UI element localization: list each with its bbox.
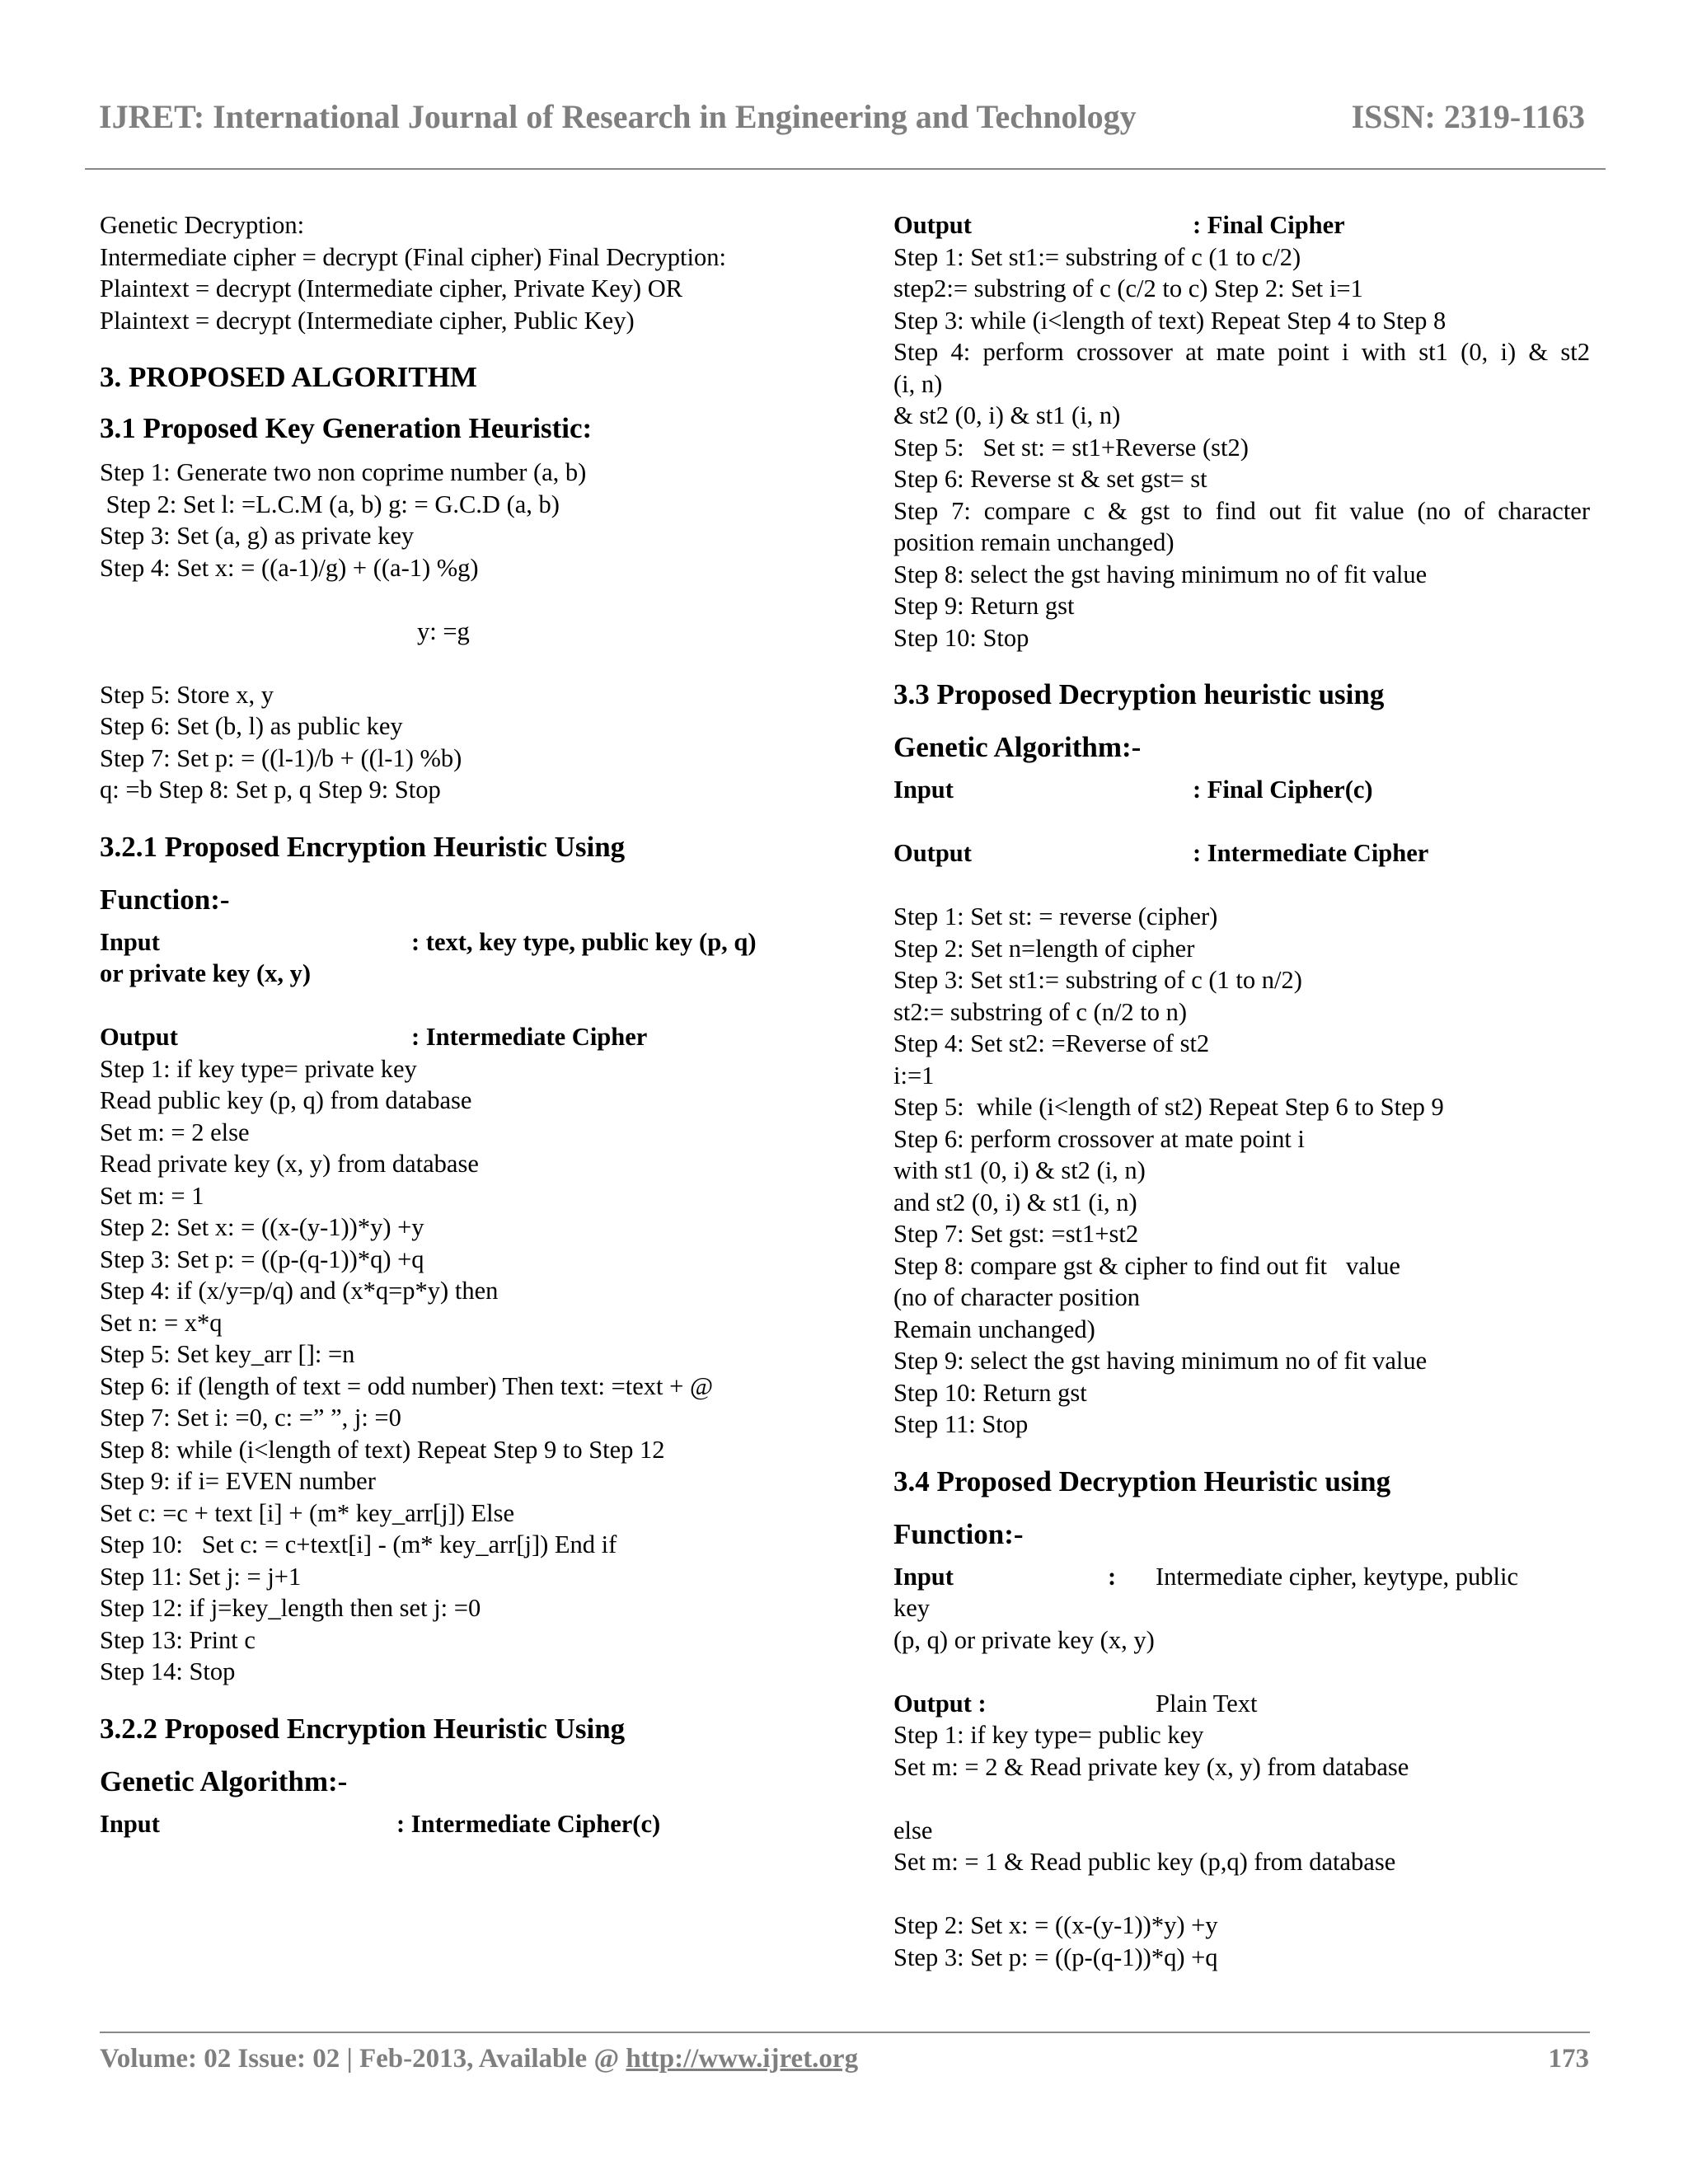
footer-url-link[interactable]: http://www.ijret.org — [626, 2044, 859, 2074]
text-line: Step 3: Set p: = ((p-(q-1))*q) +q — [893, 1943, 1218, 1971]
text-line: Step 5: Set st: = st1+Reverse (st2) — [893, 433, 1249, 462]
text-line: Plaintext = decrypt (Intermediate cipher, Private Key) OR — [100, 274, 683, 302]
section-3-title: 3. PROPOSED ALGORITHM — [100, 361, 477, 393]
issn: ISSN: 2319-1163 — [1351, 98, 1585, 135]
keygen-y: y: =g — [417, 616, 470, 645]
fdec-input-cont — [893, 1592, 1590, 1656]
text-line: Step 6: perform crossover at mate point i — [893, 1124, 1305, 1153]
text-line: Step 8: compare gst & cipher to find out fit value — [893, 1251, 1400, 1280]
text-line: Step 6: Set (b, l) as public key — [100, 712, 403, 740]
text-line: Step 3: Set (a, g) as private key — [100, 522, 415, 550]
gen-output-value: : Final Cipher — [1193, 211, 1345, 239]
text-line: Step 12: if j=key_length then set j: =0 — [100, 1594, 481, 1622]
text-line: Intermediate cipher = decrypt (Final cipher) Final Decryption: — [100, 242, 726, 271]
text-line: Step 4: Set st2: =Reverse of st2 — [893, 1029, 1210, 1057]
dec-steps — [893, 901, 1590, 1441]
dec-output-value: : Intermediate Cipher — [1193, 839, 1429, 867]
enc-input-cont: or private key (x, y) — [100, 959, 312, 987]
text-line: Step 9: if i= EVEN number — [100, 1467, 376, 1495]
text-line: (i, n) — [893, 369, 943, 398]
text-line: & st2 (0, i) & st1 (i, n) — [893, 401, 1121, 429]
text-line: Set m: = 2 else — [100, 1118, 250, 1146]
text-line: Step 5: Set key_arr []: =n — [100, 1340, 355, 1368]
text-line: Step 7: Set p: = ((l-1)/b + ((l-1) %b) — [100, 743, 462, 772]
section-3-3-title: 3.3 Proposed Decryption heuristic using — [893, 678, 1385, 710]
intro-block — [100, 209, 809, 336]
dec-input-row — [893, 774, 1590, 806]
text-line: Set m: = 1 & Read public key (p,q) from database — [893, 1848, 1396, 1876]
gen-steps-b — [893, 368, 1590, 495]
text-line: Step 1: if key type= private key — [100, 1054, 417, 1083]
keygen-steps-a — [100, 457, 809, 583]
text-line: with st1 (0, i) & st2 (i, n) — [893, 1156, 1146, 1184]
text-line: Step 6: Reverse st & set gst= st — [893, 465, 1207, 493]
text-line: Step 10: Stop — [893, 623, 1029, 652]
gen-steps-c — [893, 527, 1590, 654]
section-3-2-1-title: 3.2.1 Proposed Encryption Heuristic Using — [100, 830, 626, 863]
gen-steps-a — [893, 241, 1590, 337]
text-line: and st2 (0, i) & st1 (i, n) — [893, 1188, 1137, 1216]
gen-output-row — [893, 209, 1590, 241]
text-line: (p, q) or private key (x, y) — [893, 1625, 1155, 1654]
text-line: Step 10: Return gst — [893, 1378, 1087, 1407]
page-number: 173 — [1548, 2044, 1589, 2074]
gen-input-value: : Intermediate Cipher(c) — [396, 1809, 661, 1838]
text-line: Step 1: Generate two non coprime number (a, b) — [100, 458, 587, 486]
text-line: Step 2: Set x: = ((x-(y-1))*y) +y — [893, 1911, 1218, 1939]
section-3-2-2-title: 3.2.2 Proposed Encryption Heuristic Using — [100, 1712, 626, 1745]
text-line: i:=1 — [893, 1061, 935, 1090]
text-line: Set m: = 2 & Read private key (x, y) from database — [893, 1752, 1409, 1781]
text-line: (no of character position — [893, 1283, 1140, 1311]
text-line: Step 3: Set st1:= substring of c (1 to n/2) — [893, 966, 1302, 994]
text-line: Set c: =c + text [i] + (m* key_arr[j]) Else — [100, 1498, 514, 1527]
text-line: key — [893, 1594, 931, 1622]
footer-volume-text: Volume: 02 Issue: 02 | Feb-2013, Available @ — [100, 2044, 626, 2074]
dec-output-label: Output — [893, 839, 972, 867]
gen-input-row — [100, 1808, 809, 1840]
text-line: q: =b Step 8: Set p, q Step 9: Stop — [100, 776, 441, 804]
text-line: Step 13: Print c — [100, 1625, 256, 1654]
footer-rule — [100, 2032, 1590, 2033]
dec-input-value: : Final Cipher(c) — [1193, 776, 1373, 804]
text-line: Step 2: Set l: =L.C.M (a, b) g: = G.C.D (a, b) — [100, 490, 560, 518]
fdec-output-label: Output : — [893, 1689, 987, 1718]
text-line: Read public key (p, q) from database — [100, 1086, 472, 1114]
text-line: Step 8: while (i<length of text) Repeat Step 9 to Step 12 — [100, 1435, 665, 1464]
fdec-steps-c — [893, 1910, 1590, 1973]
enc-output-label: Output — [100, 1023, 178, 1051]
fdec-steps-b — [893, 1815, 1590, 1878]
keygen-steps-b — [100, 679, 809, 806]
enc-input-label: Input — [100, 927, 160, 956]
section-3-2-2-subtitle: Genetic Algorithm:- — [100, 1765, 348, 1797]
gen-step4: Step 4: perform crossover at mate point i with st1 (0, i) & st2 — [893, 338, 1590, 366]
gen-output-label: Output — [893, 211, 972, 239]
text-line: Step 11: Set j: = j+1 — [100, 1562, 302, 1591]
text-line: Step 1: Set st: = reverse (cipher) — [893, 902, 1218, 930]
text-line: Step 5: Store x, y — [100, 680, 274, 709]
section-3-1-title: 3.1 Proposed Key Generation Heuristic: — [100, 412, 593, 444]
text-line: position remain unchanged) — [893, 528, 1175, 556]
text-line: Step 2: Set n=length of cipher — [893, 934, 1195, 963]
section-3-4-subtitle: Function:- — [893, 1517, 1024, 1550]
text-line: st2:= substring of c (n/2 to n) — [893, 997, 1188, 1026]
dec-input-label: Input — [893, 776, 954, 804]
text-line: Step 3: Set p: = ((p-(q-1))*q) +q — [100, 1244, 424, 1273]
section-3-2-1-subtitle: Function:- — [100, 883, 230, 916]
text-line: Step 11: Stop — [893, 1410, 1029, 1438]
text-line: Step 3: while (i<length of text) Repeat Step 4 to Step 8 — [893, 306, 1447, 335]
dec-output-row — [893, 837, 1590, 869]
header-rule — [85, 168, 1606, 170]
section-3-3-subtitle: Genetic Algorithm:- — [893, 731, 1142, 763]
text-line: Step 1: if key type= public key — [893, 1721, 1204, 1749]
text-line: Step 9: Return gst — [893, 592, 1075, 620]
text-line: Step 7: Set i: =0, c: =” ”, j: =0 — [100, 1404, 401, 1432]
text-line: Plaintext = decrypt (Intermediate cipher, Public Key) — [100, 306, 635, 335]
fdec-input-label: Input — [893, 1562, 954, 1591]
text-line: Step 10: Set c: = c+text[i] - (m* key_arr[j]) End if — [100, 1530, 617, 1558]
text-line: Step 2: Set x: = ((x-(y-1))*y) +y — [100, 1213, 424, 1241]
text-line: Step 4: if (x/y=p/q) and (x*q=p*y) then — [100, 1277, 499, 1305]
enc-input-value: : text, key type, public key (p, q) — [411, 927, 757, 956]
text-line: Step 6: if (length of text = odd number) Then text: =text + @ — [100, 1371, 714, 1400]
text-line: Read private key (x, y) from database — [100, 1150, 479, 1178]
text-line: Step 7: Set gst: =st1+st2 — [893, 1220, 1139, 1248]
left-column — [100, 209, 809, 1840]
fdec-output-row — [893, 1688, 1590, 1720]
fdec-output-value: Plain Text — [1156, 1689, 1258, 1718]
footer-volume — [100, 2044, 858, 2074]
text-line: Step 8: select the gst having minimum no of fit value — [893, 560, 1428, 588]
text-line: Set n: = x*q — [100, 1308, 223, 1337]
text-line: step2:= substring of c (c/2 to c) Step 2: Set i=1 — [893, 274, 1363, 302]
text-line: Set m: = 1 — [100, 1181, 204, 1210]
gen-input-label: Input — [100, 1809, 160, 1838]
fdec-input-row — [893, 1561, 1590, 1593]
section-3-4-title: 3.4 Proposed Decryption Heuristic using — [893, 1465, 1391, 1497]
text-line: Step 14: Stop — [100, 1657, 236, 1685]
text-line: Step 1: Set st1:= substring of c (1 to c/2) — [893, 242, 1301, 271]
fdec-input-colon: : — [1108, 1562, 1117, 1591]
journal-title: IJRET: International Journal of Research in Engineering and Technology — [99, 98, 1137, 135]
gen-step7: Step 7: compare c & gst to find out fit value (no of character — [893, 496, 1590, 525]
enc-output-value: : Intermediate Cipher — [411, 1023, 648, 1051]
fdec-steps-a — [893, 1719, 1590, 1783]
text-line: Genetic Decryption: — [100, 211, 305, 239]
right-column — [893, 209, 1590, 1973]
enc-output-row — [100, 1021, 809, 1053]
text-line: Step 4: Set x: = ((a-1)/g) + ((a-1) %g) — [100, 553, 479, 582]
enc-steps — [100, 1053, 809, 1688]
text-line: Step 5: while (i<length of st2) Repeat Step 6 to Step 9 — [893, 1093, 1444, 1121]
fdec-input-value: Intermediate cipher, keytype, public — [1156, 1562, 1519, 1591]
enc-input-row — [100, 926, 809, 958]
text-line: else — [893, 1816, 933, 1844]
text-line: Step 9: select the gst having minimum no of fit value — [893, 1347, 1428, 1375]
text-line: Remain unchanged) — [893, 1315, 1095, 1343]
